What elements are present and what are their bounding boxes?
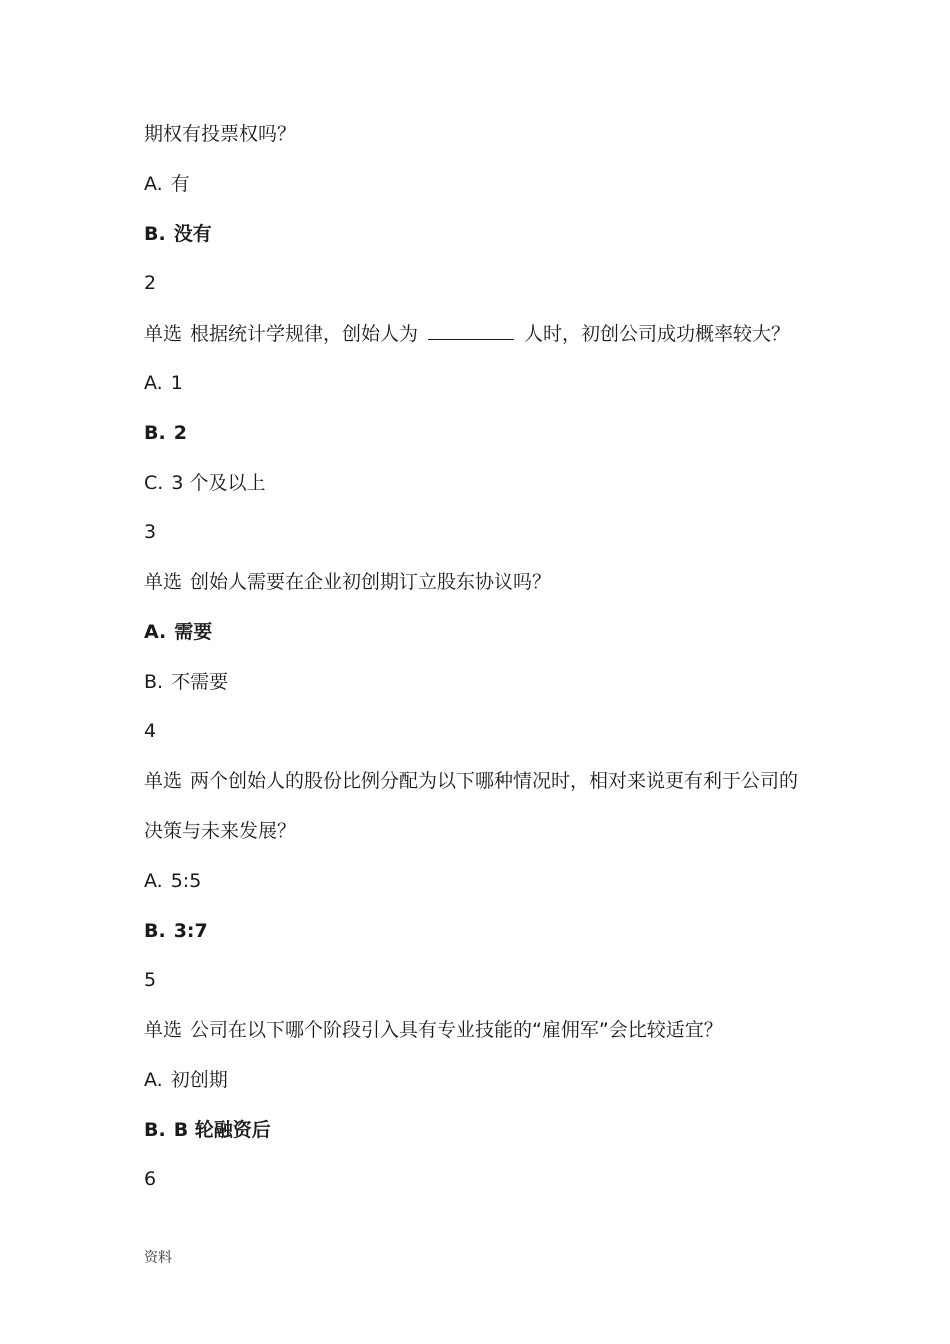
- option-text: 2: [173, 422, 187, 444]
- question-type: 单选: [144, 323, 183, 345]
- question-6-number: [144, 1167, 156, 1191]
- option-text: 有: [170, 173, 190, 195]
- option-label: B.: [144, 920, 166, 942]
- option-label: B.: [144, 1119, 166, 1141]
- question-2-option-a: [144, 371, 183, 395]
- question-3-stem: [144, 570, 551, 594]
- option-text: 不需要: [171, 671, 229, 693]
- question-1-option-a: [144, 172, 190, 196]
- option-label: B.: [144, 671, 164, 693]
- question-stem: 两个创始人的股份比例分配为以下哪种情况时，相对来说更有利于公司的: [190, 770, 799, 792]
- question-stem: 公司在以下哪个阶段引入具有专业技能的“雇佣军”会比较适宜？: [190, 1019, 723, 1041]
- question-stem-continued: 决策与未来发展？: [144, 820, 297, 842]
- question-4-option-b: [144, 919, 208, 943]
- question-number: 4: [144, 720, 157, 742]
- option-text: 1: [170, 372, 183, 394]
- question-5-stem: [144, 1018, 723, 1042]
- question-1-stem-text: 期权有投票权吗？: [144, 123, 297, 145]
- question-5-option-a: [144, 1068, 228, 1092]
- option-text: 没有: [173, 223, 212, 245]
- footer-text: 资料: [144, 1250, 172, 1266]
- question-2-number: [144, 271, 156, 295]
- question-type: 单选: [144, 571, 183, 593]
- question-type: 单选: [144, 770, 183, 792]
- option-text: 5:5: [170, 870, 202, 892]
- page-footer: [144, 1249, 172, 1267]
- option-label: A.: [144, 1069, 163, 1091]
- question-4-stem-line1: [144, 769, 798, 793]
- question-2-stem: [144, 321, 790, 346]
- question-3-option-b: [144, 670, 228, 694]
- question-3-number: [144, 520, 156, 544]
- option-label: A.: [144, 173, 163, 195]
- question-5-number: [144, 968, 156, 992]
- question-4-option-a: [144, 869, 201, 893]
- question-3-option-a: [144, 620, 212, 644]
- option-label: A.: [144, 870, 163, 892]
- question-number: 5: [144, 969, 157, 991]
- question-5-option-b: [144, 1118, 271, 1142]
- question-number: 3: [144, 521, 157, 543]
- question-stem-before: 根据统计学规律，创始人为: [190, 323, 419, 345]
- option-label: B.: [144, 223, 166, 245]
- question-type: 单选: [144, 1019, 183, 1041]
- option-text: 3:7: [173, 920, 208, 942]
- question-number: 6: [144, 1168, 157, 1190]
- option-text: 3 个及以上: [171, 472, 266, 494]
- option-label: C.: [144, 472, 164, 494]
- question-1-stem: [144, 122, 296, 146]
- question-number: 2: [144, 272, 157, 294]
- question-1-option-b: [144, 222, 212, 246]
- question-stem-after: 人时，初创公司成功概率较大？: [524, 323, 791, 345]
- question-2-option-b: [144, 421, 187, 445]
- question-2-option-c: [144, 471, 265, 495]
- question-stem: 创始人需要在企业初创期订立股东协议吗？: [190, 571, 552, 593]
- option-label: B.: [144, 422, 166, 444]
- option-text: 初创期: [170, 1069, 228, 1091]
- option-label: A.: [144, 372, 163, 394]
- option-label: A.: [144, 621, 167, 643]
- option-text: 需要: [174, 621, 213, 643]
- question-4-stem-line2: [144, 819, 296, 843]
- question-4-number: [144, 719, 156, 743]
- fill-in-blank: [428, 321, 514, 340]
- option-text: B 轮融资后: [173, 1119, 271, 1141]
